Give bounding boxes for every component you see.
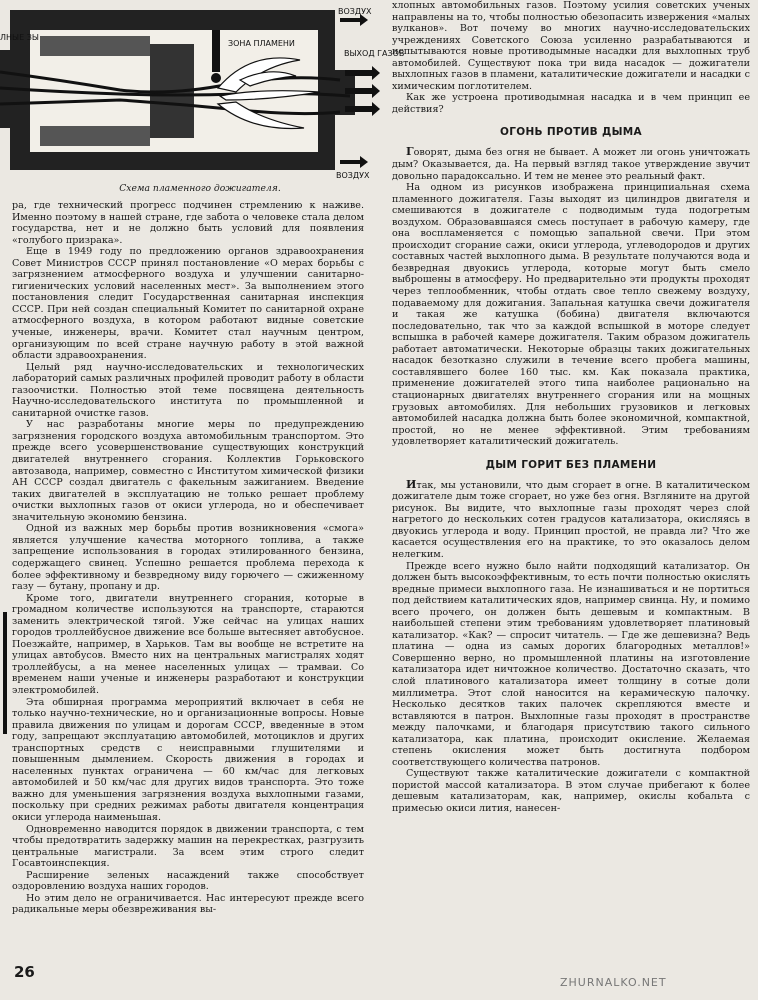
right-column <box>392 0 750 815</box>
right-question-paragraph: Как же устроена противодымная насадка и в чем принцип ее действия? <box>392 92 750 115</box>
margin-marker-bar <box>3 612 7 734</box>
section2-paragraph-1 <box>392 479 750 561</box>
left-paragraph-9: Расширение зеленых насаждений также способствует оздоровлению воздуха наших городов. <box>12 869 364 893</box>
section2-paragraph-2: Прежде всего нужно было найти подходящий катализатор. Он должен быть высокоэффективным, то есть почти полностью окислять вредные примеси выхлопного газа. Не изнашиваться и не портиться под действием каталитических ядов, например свинца. Ну, и помимо всего прочего, он должен быть дешевым и компактным. В наибольшей степени этим требованиям удовлетворяет платиновый катализатор. «Как? — спросит читатель. — Где же дешевизна? Ведь платина — одна из самых дорогих благородных металлов!» Совершенно верно, но промышленной платины на изготовление катализатора идет ничтожное количество. Достаточно сказать, что слой платинового катализатора имеет толщину в сотые доли миллиметра. Этот слой наносится на керамическую палочку. Несколько десятков таких палочек скрепляются вместе и вставляются в патрон. Выхлопные газы проходят в пространстве между палочками, и благодаря присутствию такого сильного катализатора, как платина, происходит окисление. Желаемая степень окисления может быть достигнута подбором соответствующего количества патронов. <box>392 560 750 768</box>
label-air-top: ВОЗДУХ <box>338 7 372 16</box>
left-paragraph-6: Кроме того, двигатели внутреннего сгорания, которые в громадном количестве используются на транспорте, стараются заменить электрической тягой. Уже сейчас на улицах наших городов троллейбусное движение все больше вытесняет автобусное. Поезжайте, например, в Харьков. Там вы вообще не встретите на улицах автобусов. Вместо них на центральных магистралях ходят троллейбусы, а на менее населенных улицах — трамваи. Со временем наши ученые и инженеры разработают и конструкции электромобилей. <box>12 592 364 696</box>
label-exhaust: ВЫХОД ГАЗОВ <box>344 49 405 58</box>
left-paragraph-2: Еще в 1949 году по предложению органов здравоохранения Совет Министров СССР принял постановление «О мерах борьбы с загрязнением атмосферного воздуха и улучшении санитарно-гигиенических условий населенных мест». За выполнением этого постановления следит Государственная санитарная инспекция СССР. При ней создан специальный Комитет по санитарной охране атмосферного воздуха, в котором работают видные советские ученые, инженеры, врачи. Комитет стал научным центром, организующим по всей стране научную работу в этой важной области здравоохранения. <box>12 246 364 362</box>
left-paragraph-7: Эта обширная программа мероприятий включает в себя не только научно-технические, но и организационные вопросы. Новые правила движения по улицам и дорогам СССР, введенные в этом году, запрещают эксплуатацию автомобилей, мотоциклов и других транспортных средств с неисправными глушителями и повышенным дымлением. Скорость движения в городах и населенных пунктах ограничена — 60 км/час для легковых автомобилей и 50 км/час для других видов транспорта. Это тоже важно для уменьшения загрязнения воздуха выхлопными газами, поскольку при средних режимах работы двигателя концентрация окиси углерода наименьшая. <box>12 696 364 823</box>
section1-paragraph-1-text: оворят, дыма без огня не бывает. А может ли огонь уничтожать дым? Оказывается, да. На первый взгляд такое утверждение звучит довольно парадоксально. И тем не менее это реальный факт. <box>392 147 750 182</box>
label-flame-zone: ЗОНА ПЛАМЕНИ <box>228 39 295 48</box>
heat-exchanger-bottom <box>40 126 150 146</box>
label-air-bottom: ВОЗДУХ <box>336 171 370 180</box>
section1-paragraph-1 <box>392 146 750 182</box>
label-left-partial: ЛНЫЕ ЗЫ <box>0 33 39 42</box>
left-paragraph-10: Но этим дело не ограничивается. Нас интересуют прежде всего радикальные меры обезвреживания вы- <box>12 892 364 916</box>
exhaust-arrows <box>345 66 380 116</box>
left-paragraph-5: Одной из важных мер борьбы против возникновения «смога» является улучшение качества моторного топлива, а также запрещение использования в городах этилированного бензина, содержащего свинец. Успешно решается проблема перехода к более эффективному и безвредному виду горючего — сжиженному газу — бутану, пропану и др. <box>12 523 364 593</box>
diagram-caption: Схема пламенного дожигателя. <box>119 183 281 194</box>
left-column <box>12 200 364 916</box>
page-number: 26 <box>14 963 35 981</box>
flame-afterburner-diagram <box>0 0 405 182</box>
watermark-text: ZHURNALKO.NET <box>560 976 667 989</box>
section2-paragraph-1-text: так, мы установили, что дым сгорает в огне. В каталитическом дожигателе дым тоже сгорает, но уже без огня. Взгляните на другой рисунок. Вы видите, что выхлопные газы проходят через слой нагретого до нескольких сотен градусов катализатора, окисляясь в двуокись углерода и воду. Принцип простой, не правда ли? Что же касается осуществления его на практике, то это оказалось делом нелегким. <box>392 479 750 560</box>
section2-paragraph-3: Существуют также каталитические дожигатели с компактной пористой массой катализатора. В этом случае прибегают к более дешевым катализаторам, как, например, окислы кобальта с примесью окиси лития, нанесен- <box>392 768 750 814</box>
section1-paragraph-2: На одном из рисунков изображена принципиальная схема пламенного дожигателя. Газы выходят из цилиндров двигателя и смешиваются в дожигателе с подводимым туда подогретым воздухом. Образовавшаяся смесь поступает в рабочую камеру, где она воспламеняется с помощью запальной свечи. При этом происходит сгорание сажи, окиси углерода, углеводородов и других составных частей выхлопного дыма. В результате получаются вода и безвредная двуокись углерода, которые могут быть смело выброшены в атмосферу. Но предварительно эти продукты проходят через теплообменник, чтобы отдать свое тепло свежему воздуху, подаваемому для дожигания. Запальная катушка свечи дожигателя и такая же катушка (бобина) двигателя включаются последовательно, так что за каждой вспышкой в моторе следует вспышка в рабочей камере дожигателя. Таким образом дожигатель работает автоматически. Некоторые образцы таких дожигательных насадок безотказно служили в течение всего пробега машины, составлявшего более 160 тыс. км. Как показала практика, применение дожигателей этого типа наиболее рационально на стационарных двигателях внутреннего сгорания или на мощных грузовых автомобилях. Для небольших грузовиков и легковых автомобилей насадка должна быть более экономичной, компактной, простой, но не менее эффективной. Этим требованиям удовлетворяет каталитический дожигатель. <box>392 182 750 448</box>
left-paragraph-8: Одновременно наводится порядок в движении транспорта, с тем чтобы предотвратить задержку машин на перекрестках, разгрузить центральные магистрали. За всем этим строго следит Госавтоинспекция. <box>12 823 364 870</box>
section-heading-smoke-burns: ДЫМ ГОРИТ БЕЗ ПЛАМЕНИ <box>485 458 657 471</box>
spark-plug-tip <box>211 73 221 83</box>
spark-plug <box>212 30 220 72</box>
dropcap-i: И <box>406 477 417 491</box>
heat-exchanger-top <box>40 36 150 56</box>
left-paragraph-4: У нас разработаны многие меры по предупреждению загрязнения городского воздуха автомобильным транспортом. Это прежде всего усовершенствование существующих конструкций двигателей внутреннего сгорания. Коллектив Горьковского автозавода, например, совместно с Институтом химической физики АН СССР создал двигатель с факельным зажиганием. Введение таких двигателей в эксплуатацию не только решает проблему очистки выхлопных газов от окиси углерода, но и обеспечивает значительную экономию бензина. <box>12 419 364 523</box>
left-paragraph-3: Целый ряд научно-исследовательских и технологических лабораторий самых различных профилей проводит работу в области газоочистки. Полностью этой теме посвящена деятельность Научно-исследовательского института по промышленной и санитарной очистке газов. <box>12 361 364 419</box>
section-heading-fire-vs-smoke: ОГОНЬ ПРОТИВ ДЫМА <box>500 126 642 139</box>
dropcap-g: Г <box>406 145 414 159</box>
left-paragraph-1: ра, где технический прогресс подчинен стремлению к наживе. Именно поэтому в нашей стране, где забота о человеке стала делом государства, нет и не должно быть условий для появления «голубого призрака». <box>12 200 364 246</box>
right-intro-paragraph: хлопных автомобильных газов. Поэтому усилия советских ученых направлены на то, чтобы полностью обезопасить извержения «малых вулканов». Вот почему во многих научно-исследовательских учреждениях Советского Союза усиленно разрабатываются и испытываются новые противодымные насадки для выхлопных труб автомобилей. Существуют пока три вида насадок — дожигатели выхлопных газов в пламени, каталитические дожигатели и насадки с химическим поглотителем. <box>392 0 750 92</box>
